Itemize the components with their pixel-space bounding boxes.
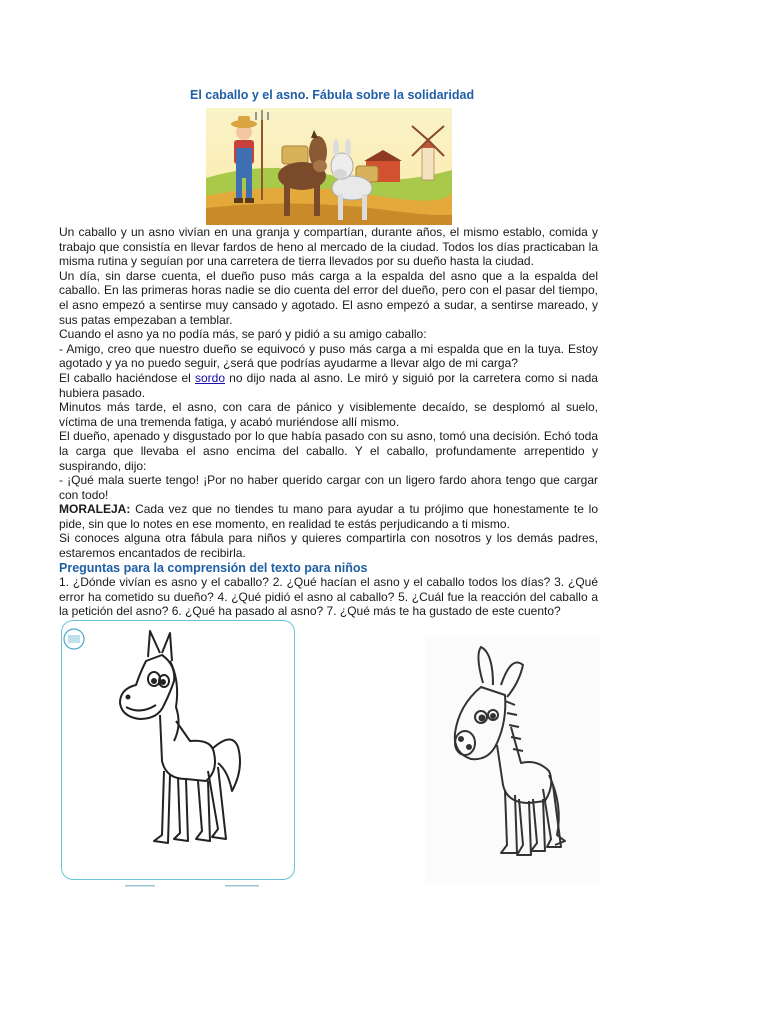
questions-heading: Preguntas para la comprensión del texto para niños: [59, 560, 368, 575]
paragraph-8: - ¡Qué mala suerte tengo! ¡Por no haber querido cargar con un ligero fardo ahora tengo que cargar con todo!: [59, 473, 598, 502]
moraleja-text: Cada vez que no tiendes tu mano para ayudar a tu prójimo que honestamente te lo pide, sin que lo notes en ese momento, en realidad te estás perjudicando a ti mismo.: [59, 502, 598, 531]
moraleja-paragraph: [59, 502, 598, 531]
sordo-before: El caballo haciéndose el: [59, 370, 195, 385]
paragraph-1: Un caballo y un asno vivían en una granja y compartían, durante años, el mismo establo, comida y trabajo que consistía en llevar fardos de heno al mercado de la ciudad. Todos los días practicaban la misma rutina y seguían por una carretera de tierra llevados por su dueño hasta la ciudad.: [59, 225, 598, 269]
closing-paragraph: Si conoces alguna otra fábula para niños y quieres compartirla con nosotros y los demás padres, estaremos encantados de recibirla.: [59, 531, 598, 561]
paragraph-3: Cuando el asno ya no podía más, se paró y pidió a su amigo caballo:: [59, 327, 427, 342]
horse-card-footer: [61, 882, 293, 890]
fable-body: [59, 225, 598, 619]
page-title: El caballo y el asno. Fábula sobre la solidaridad: [190, 88, 475, 102]
horse-coloring-card: [61, 620, 295, 880]
sordo-after: no dijo nada al asno. Le miró y siguió por la carretera como si nada hubiera pasado.: [59, 370, 598, 400]
questions-paragraph: 1. ¿Dónde vivían es asno y el caballo? 2. ¿Qué hacían el asno y el caballo todos los días? 3. ¿Qué error ha cometido su dueño? 4. ¿Qué pidió el asno al caballo? 5. ¿Cuál fue la reacción del caballo a la petición del asno? 6. ¿Qué ha pasado al asno? 7. ¿Qué más te ha gustado de este cuento?: [59, 575, 598, 619]
paragraph-5: [59, 371, 598, 400]
paragraph-7: El dueño, apenado y disgustado por lo que había pasado con su asno, tomó una decisión. Echó toda la carga que llevaba el asno encima del caballo. Y el caballo, profundamente arrepentido y suspirando, dijo:: [59, 429, 598, 473]
farmer-horse-donkey-illustration: [206, 108, 452, 225]
donkey-coloring-page: [425, 635, 600, 885]
paragraph-6: Minutos más tarde, el asno, con cara de pánico y visiblemente decaído, se desplomó al suelo, víctima de una tremenda fatiga, y acabó muriéndose allí mismo.: [59, 400, 598, 429]
horse-coloring-page: [62, 621, 294, 879]
paragraph-4: - Amigo, creo que nuestro dueño se equivocó y puso más carga a mi espalda que en la tuya. Estoy agotado y ya no puedo seguir, ¿será que podrías ayudarme a llevar algo de mi carga?: [59, 341, 598, 371]
paragraph-2: Un día, sin darse cuenta, el dueño puso más carga a la espalda del asno que a la espalda del caballo. En las primeras horas nadie se dio cuenta del error del dueño, pero con el pasar del tiempo, el asno empezó a sentirse muy cansado y agotado. El asno empezó a sudar, a sentirse mareado, y sus patas empezaban a temblar.: [59, 268, 598, 327]
sordo-link[interactable]: sordo: [194, 370, 226, 385]
moraleja-label: MORALEJA:: [59, 502, 131, 517]
